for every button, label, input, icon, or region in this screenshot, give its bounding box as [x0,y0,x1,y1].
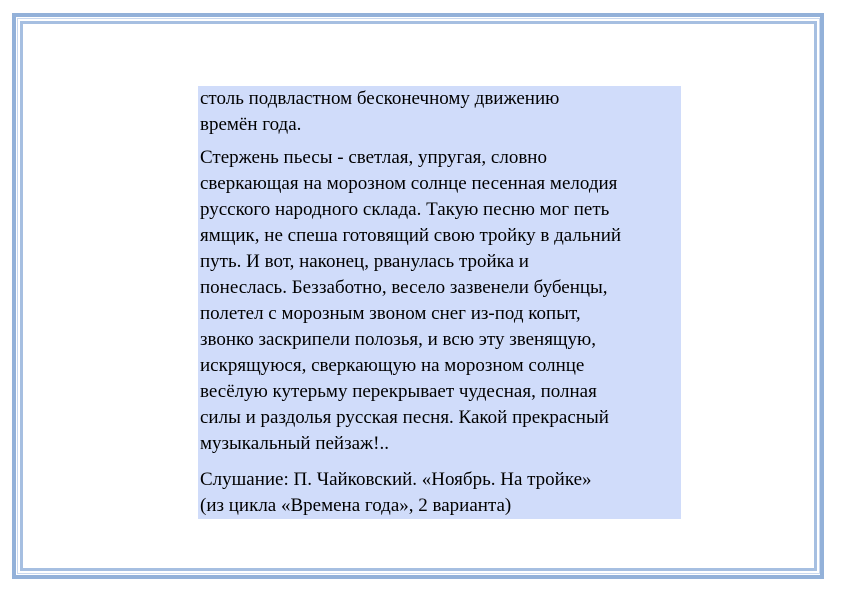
text-block [198,86,681,519]
paragraph-listening: Слушание: П. Чайковский. «Ноябрь. На тройке» (из цикла «Времена года», 2 варианта) [200,469,592,516]
paragraph-intro: столь подвластном бесконечному движению времён года. [200,88,560,135]
paragraph-description: Стержень пьесы - светлая, упругая, словно сверкающая на морозном солнце песенная мелодия русского народного склада. Такую песню мог петь ямщик, не спеша готовящий свою тройку в дальний путь. И вот, наконец, рванулась тройка и понеслась. Беззаботно, весело зазвенели бубенцы, полетел с морозным звоном снег из-под копыт, звонко заскрипели полозья, и всю эту звенящую, искрящуюся, сверкающую на морозном солнце весёлую кутерьму перекрывает чудесная, полная силы и раздолья русская песня. Какой прекрасный музыкальный пейзаж!.. [200,147,622,454]
